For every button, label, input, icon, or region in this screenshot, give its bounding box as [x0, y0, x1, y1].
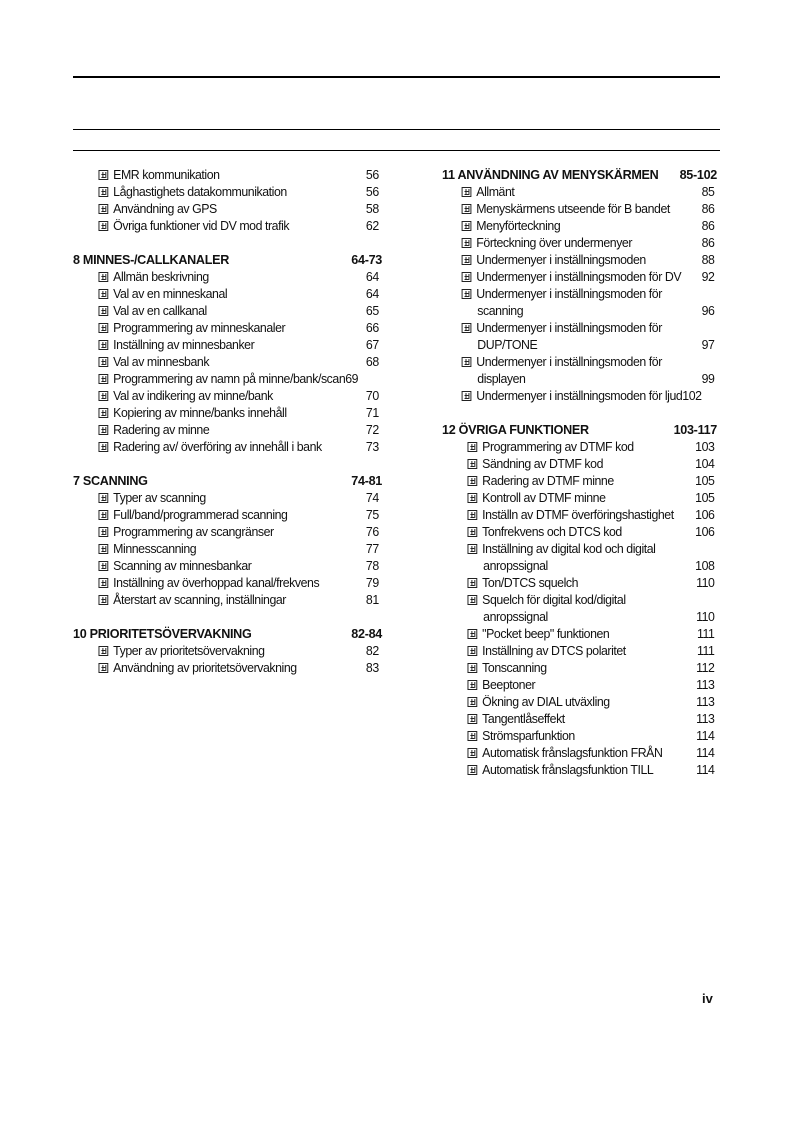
toc-entry[interactable] [442, 235, 714, 252]
film-frame-icon [98, 374, 108, 384]
toc-entry-title: anropssignal [483, 610, 548, 624]
toc-page-number: 65 [365, 304, 379, 318]
film-frame-icon [467, 595, 477, 605]
toc-page-number: 70 [365, 389, 379, 403]
film-frame-icon [98, 527, 108, 537]
toc-entry[interactable] [73, 422, 379, 439]
film-frame-icon [98, 578, 108, 588]
toc-entry[interactable] [442, 575, 714, 592]
film-frame-icon [98, 272, 108, 282]
toc-entry[interactable] [442, 439, 714, 456]
film-frame-icon [462, 255, 472, 265]
toc-page-number: 64 [365, 270, 379, 284]
toc-page-number: 82 [365, 644, 379, 658]
film-frame-icon [98, 510, 108, 520]
toc-entry[interactable] [442, 728, 714, 745]
toc-entry-title: Automatisk frånslagsfunktion TILL [482, 763, 654, 777]
film-frame-icon [467, 442, 477, 452]
toc-entry[interactable] [442, 592, 714, 609]
toc-page-number: 73 [365, 440, 379, 454]
toc-page-number: 58 [365, 202, 379, 216]
toc-entry-title: Inställning av överhoppad kanal/frekvens [113, 576, 320, 590]
toc-page-number: 111 [696, 627, 715, 641]
toc-entry-title: Inställning av digital kod och digital [482, 542, 656, 556]
toc-entry[interactable] [442, 558, 714, 575]
toc-entry[interactable] [73, 371, 379, 388]
film-frame-icon [98, 442, 108, 452]
film-frame-icon [462, 238, 472, 248]
film-frame-icon [467, 765, 477, 775]
page-number: iv [702, 991, 713, 1006]
toc-entry[interactable] [73, 218, 379, 235]
toc-page-number: 74 [365, 491, 379, 505]
toc-page-number: 114 [696, 746, 715, 760]
toc-page-number: 108 [695, 559, 715, 573]
toc-page-number: 62 [365, 219, 379, 233]
toc-entry[interactable] [442, 677, 714, 694]
toc-spacer [73, 609, 385, 626]
film-frame-icon [98, 204, 108, 214]
film-frame-icon [462, 272, 472, 282]
toc-entry-title: Inställning av DTCS polaritet [482, 644, 626, 658]
toc-entry[interactable] [73, 201, 379, 218]
film-frame-icon [467, 680, 477, 690]
film-frame-icon [98, 170, 108, 180]
toc-page-number: 77 [365, 542, 379, 556]
toc-entry-title: Automatisk frånslagsfunktion FRÅN [482, 746, 663, 760]
film-frame-icon [98, 646, 108, 656]
toc-entry[interactable] [73, 660, 379, 677]
film-frame-icon [98, 187, 108, 197]
film-frame-icon [98, 595, 108, 605]
toc-entry-title: 12 ÖVRIGA FUNKTIONER [442, 423, 589, 437]
toc-entry-title: Programmering av scangränser [113, 525, 274, 539]
toc-entry-title: DUP/TONE [477, 338, 538, 352]
toc-entry-title: Undermenyer i inställningsmoden för [476, 355, 662, 369]
toc-entry[interactable] [73, 337, 379, 354]
toc-entry-title: Återstart av scanning, inställningar [113, 593, 286, 607]
film-frame-icon [467, 510, 477, 520]
toc-page-number: 68 [365, 355, 379, 369]
film-frame-icon [467, 663, 477, 673]
film-frame-icon [462, 204, 472, 214]
toc-entry[interactable] [442, 320, 714, 337]
toc-chapter-heading[interactable] [73, 473, 385, 490]
film-frame-icon [467, 527, 477, 537]
toc-spacer [73, 456, 385, 473]
toc-page-number: 85 [701, 185, 715, 199]
toc-entry-title: anropssignal [483, 559, 548, 573]
toc-entry[interactable] [73, 269, 379, 286]
toc-entry-title: Full/band/programmerad scanning [113, 508, 288, 522]
toc-page-number: 85-102 [679, 168, 717, 182]
toc-entry-title: Undermenyer i inställningsmoden [476, 253, 646, 267]
film-frame-icon [467, 459, 477, 469]
film-frame-icon [467, 544, 477, 554]
toc-entry-title: 10 PRIORITETSÖVERVAKNING [73, 627, 252, 641]
toc-entry-title: Radering av DTMF minne [482, 474, 614, 488]
toc-page-number: 113 [696, 678, 715, 692]
toc-entry-title: Kopiering av minne/banks innehåll [113, 406, 287, 420]
toc-entry-title: Menyskärmens utseende för B bandet [476, 202, 670, 216]
toc-page-number: 75 [365, 508, 379, 522]
toc-entry-title: Användning av GPS [113, 202, 217, 216]
toc-page-number: 103-117 [673, 423, 717, 437]
toc-entry-title: Typer av prioritetsövervakning [113, 644, 265, 658]
toc-entry-title: Låghastighets datakommunikation [113, 185, 287, 199]
toc-entry-title: Undermenyer i inställningsmoden för DV [476, 270, 682, 284]
toc-page-number: 67 [365, 338, 379, 352]
toc-page-number: 113 [696, 695, 715, 709]
toc-page-number: 56 [365, 168, 379, 182]
toc-page-number: 110 [696, 576, 715, 590]
toc-entry-title: Allmän beskrivning [113, 270, 209, 284]
toc-page-number: 88 [701, 253, 715, 267]
toc-entry-title: Tangentlåseffekt [482, 712, 565, 726]
toc-entry[interactable] [73, 405, 379, 422]
toc-page-number: 96 [701, 304, 715, 318]
toc-entry[interactable] [442, 711, 714, 728]
toc-page-number: 105 [695, 491, 715, 505]
toc-entry[interactable] [73, 354, 379, 371]
toc-entry[interactable] [442, 626, 714, 643]
toc-page-number: 110 [696, 610, 715, 624]
film-frame-icon [467, 578, 477, 588]
toc-entry[interactable] [73, 558, 379, 575]
toc-entry-title: Typer av scanning [113, 491, 206, 505]
toc-page-number: 86 [701, 219, 715, 233]
toc-entry[interactable] [442, 252, 714, 269]
toc-entry[interactable] [442, 303, 714, 320]
film-frame-icon [462, 357, 472, 367]
toc-entry-title: Övriga funktioner vid DV mod trafik [113, 219, 290, 233]
toc-page-number: 76 [365, 525, 379, 539]
toc-entry-title: Scanning av minnesbankar [113, 559, 252, 573]
toc-entry-title: Programmering av minneskanaler [113, 321, 286, 335]
toc-entry[interactable] [73, 303, 379, 320]
film-frame-icon [467, 629, 477, 639]
toc-entry[interactable] [73, 167, 379, 184]
toc-entry[interactable] [442, 643, 714, 660]
toc-entry[interactable] [73, 524, 379, 541]
toc-entry-title: Strömsparfunktion [482, 729, 575, 743]
toc-entry[interactable] [73, 643, 379, 660]
film-frame-icon [462, 323, 472, 333]
toc-chapter-heading[interactable] [442, 422, 720, 439]
toc-page-number: 56 [365, 185, 379, 199]
toc-page-number: 105 [695, 474, 715, 488]
film-frame-icon [467, 714, 477, 724]
toc-entry-title: Tonscanning [482, 661, 547, 675]
toc-entry[interactable] [442, 660, 714, 677]
toc-entry[interactable] [73, 592, 379, 609]
film-frame-icon [462, 391, 472, 401]
toc-page-number: 66 [365, 321, 379, 335]
toc-entry[interactable] [73, 388, 379, 405]
toc-entry-title: Användning av prioritetsövervakning [113, 661, 297, 675]
film-frame-icon [467, 748, 477, 758]
toc-page-number: 106 [695, 525, 715, 539]
toc-entry[interactable] [73, 439, 379, 456]
toc-entry-title: Inställn av DTMF överföringshastighet [482, 508, 674, 522]
toc-spacer [73, 235, 385, 252]
toc-page-number: 97 [701, 338, 715, 352]
header-rule-lower [73, 150, 720, 151]
toc-entry[interactable] [442, 388, 714, 405]
toc-entry-title: Undermenyer i inställningsmoden för [476, 321, 662, 335]
toc-page-number: 114 [696, 729, 715, 743]
toc-entry[interactable] [442, 745, 714, 762]
toc-entry[interactable] [73, 575, 379, 592]
toc-entry-title: Val av en minneskanal [113, 287, 228, 301]
toc-page-number: 82-84 [351, 627, 382, 641]
film-frame-icon [467, 697, 477, 707]
film-frame-icon [98, 425, 108, 435]
film-frame-icon [462, 221, 472, 231]
toc-entry-title: Squelch för digital kod/digital [482, 593, 626, 607]
toc-page-number: 103 [695, 440, 715, 454]
toc-entry[interactable] [73, 286, 379, 303]
film-frame-icon [98, 221, 108, 231]
toc-entry[interactable] [442, 269, 714, 286]
film-frame-icon [462, 289, 472, 299]
toc-entry[interactable] [73, 507, 379, 524]
toc-entry-title: displayen [477, 372, 526, 386]
toc-chapter-heading[interactable] [73, 626, 385, 643]
toc-entry[interactable] [442, 507, 714, 524]
toc-entry-title: "Pocket beep" funktionen [482, 627, 610, 641]
film-frame-icon [462, 187, 472, 197]
toc-entry-title: Val av indikering av minne/bank [113, 389, 273, 403]
film-frame-icon [98, 493, 108, 503]
toc-page-number: 86 [701, 236, 715, 250]
toc-left-column [73, 167, 385, 677]
film-frame-icon [98, 357, 108, 367]
toc-page-number: 106 [695, 508, 715, 522]
film-frame-icon [467, 731, 477, 741]
toc-entry-title: Minnesscanning [113, 542, 197, 556]
film-frame-icon [467, 646, 477, 656]
toc-page-number: 64-73 [351, 253, 382, 267]
film-frame-icon [98, 561, 108, 571]
toc-right-column [442, 167, 720, 779]
toc-entry-title: EMR kommunikation [113, 168, 220, 182]
film-frame-icon [98, 306, 108, 316]
toc-entry[interactable] [442, 609, 714, 626]
toc-page-number: 78 [365, 559, 379, 573]
toc-entry-title: Beeptoner [482, 678, 536, 692]
toc-entry-title: Ton/DTCS squelch [482, 576, 579, 590]
toc-page-number: 74-81 [351, 474, 382, 488]
toc-entry[interactable] [442, 473, 714, 490]
toc-entry[interactable] [73, 541, 379, 558]
toc-entry-title: Undermenyer i inställningsmoden för ljud102 [476, 389, 702, 403]
toc-entry[interactable] [442, 201, 714, 218]
toc-entry-title: Val av minnesbank [113, 355, 210, 369]
film-frame-icon [98, 408, 108, 418]
toc-entry-title: Förteckning över undermenyer [476, 236, 633, 250]
film-frame-icon [98, 663, 108, 673]
toc-entry-title: Radering av/ överföring av innehåll i bank [113, 440, 322, 454]
film-frame-icon [98, 391, 108, 401]
toc-page-number: 79 [365, 576, 379, 590]
film-frame-icon [98, 289, 108, 299]
toc-spacer [442, 405, 720, 422]
toc-entry-title: Programmering av namn på minne/bank/scan69 [113, 372, 359, 386]
toc-page-number: 104 [695, 457, 715, 471]
toc-entry[interactable] [442, 490, 714, 507]
film-frame-icon [98, 323, 108, 333]
toc-page-number: 72 [365, 423, 379, 437]
toc-entry-title: Radering av minne [113, 423, 210, 437]
toc-entry-title: 11 ANVÄNDNING AV MENYSKÄRMEN [442, 168, 659, 182]
toc-entry[interactable] [442, 541, 714, 558]
toc-page-number: 113 [696, 712, 715, 726]
toc-entry-title: Ökning av DIAL utväxling [482, 695, 610, 709]
toc-entry-title: Tonfrekvens och DTCS kod [482, 525, 622, 539]
film-frame-icon [98, 544, 108, 554]
toc-entry-title: 8 MINNES-/CALLKANALER [73, 253, 230, 267]
toc-entry-title: Menyförteckning [476, 219, 561, 233]
toc-page-number: 112 [696, 661, 715, 675]
toc-entry-title: scanning [477, 304, 524, 318]
toc-entry[interactable] [442, 184, 714, 201]
toc-page-number: 81 [365, 593, 379, 607]
toc-entry-title: Sändning av DTMF kod [482, 457, 604, 471]
toc-entry[interactable] [442, 286, 714, 303]
toc-entry[interactable] [442, 694, 714, 711]
toc-chapter-heading[interactable] [442, 167, 720, 184]
toc-entry[interactable] [442, 762, 714, 779]
toc-page-number: 64 [365, 287, 379, 301]
toc-page-number: 111 [696, 644, 715, 658]
top-rule [73, 76, 720, 78]
toc-entry-title: Undermenyer i inställningsmoden för [476, 287, 662, 301]
toc-entry[interactable] [442, 218, 714, 235]
header-rule-upper [73, 129, 720, 130]
toc-entry[interactable] [442, 337, 714, 354]
toc-page-number: 99 [701, 372, 715, 386]
toc-entry-title: Val av en callkanal [113, 304, 207, 318]
film-frame-icon [467, 476, 477, 486]
toc-entry-title: Allmänt [476, 185, 515, 199]
toc-entry[interactable] [73, 184, 379, 201]
toc-entry[interactable] [73, 490, 379, 507]
toc-entry[interactable] [442, 524, 714, 541]
toc-entry-title: Kontroll av DTMF minne [482, 491, 606, 505]
toc-page-number: 92 [701, 270, 715, 284]
film-frame-icon [467, 493, 477, 503]
toc-entry[interactable] [442, 354, 714, 371]
toc-page-number: 86 [701, 202, 715, 216]
toc-entry-title: Inställning av minnesbanker [113, 338, 255, 352]
toc-entry[interactable] [73, 320, 379, 337]
toc-entry[interactable] [442, 456, 714, 473]
film-frame-icon [98, 340, 108, 350]
toc-entry-title: 7 SCANNING [73, 474, 148, 488]
toc-page-number: 71 [365, 406, 379, 420]
toc-page-number: 114 [696, 763, 715, 777]
toc-page-number: 83 [365, 661, 379, 675]
toc-entry-title: Programmering av DTMF kod [482, 440, 634, 454]
toc-entry[interactable] [442, 371, 714, 388]
toc-chapter-heading[interactable] [73, 252, 385, 269]
